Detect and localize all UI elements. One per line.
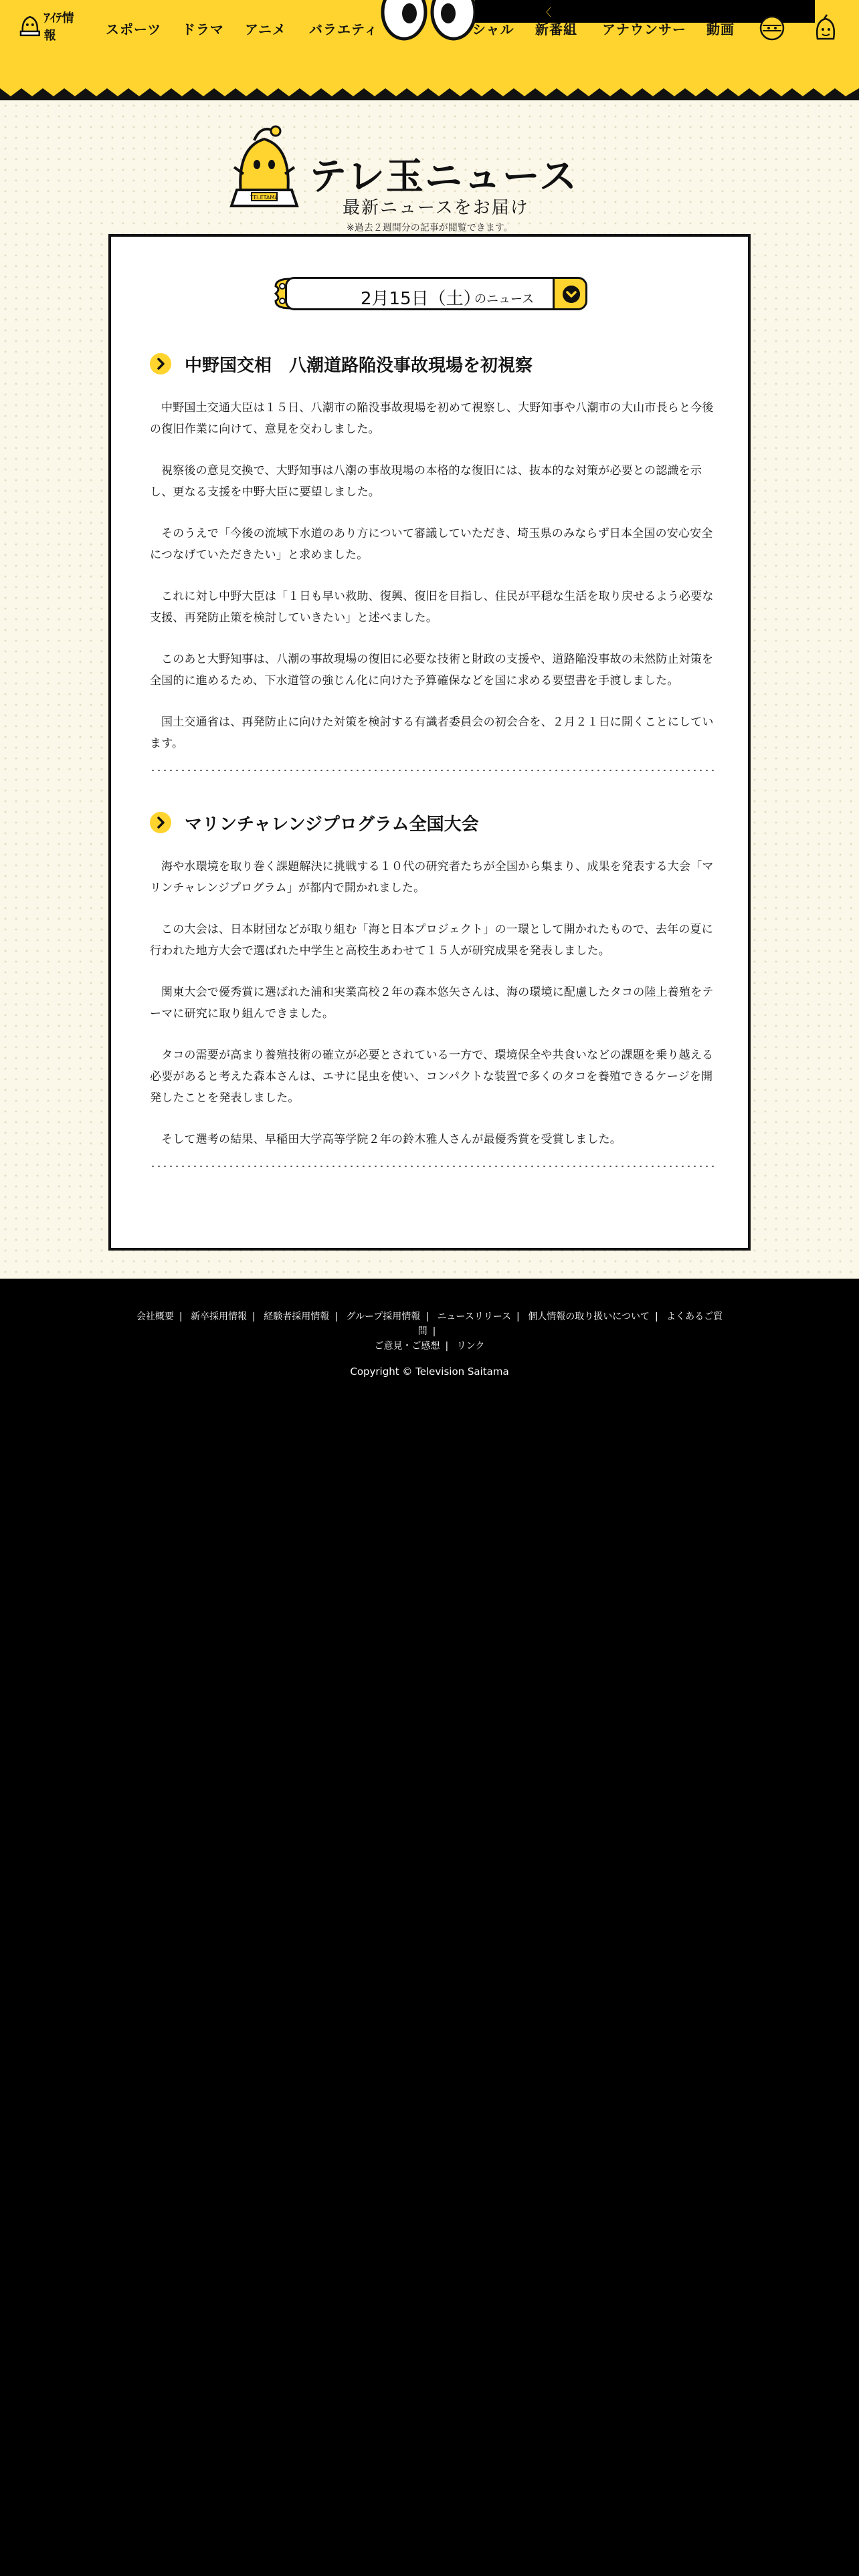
date-toggle-button[interactable]: [553, 277, 587, 310]
article-paragraph: そのうえで「今後の流域下水道のあり方について審議していただき、埼玉県のみならず日本全国の安心安全につなげていただきたい」と求めました。: [150, 527, 713, 562]
article-paragraph: 視察後の意見交換で、大野知事は八潮の事故現場の本格的な復旧には、抜本的な対策が必要との認識を示し、更なる支援を中野大臣に要望しました。: [150, 464, 702, 499]
nav-item-drama[interactable]: ドラマ: [182, 21, 224, 37]
earth-face-icon[interactable]: [757, 13, 787, 43]
nav-item-announcers[interactable]: アナウンサー: [602, 21, 686, 37]
chevron-down-icon: [563, 286, 580, 303]
archive-note: ※過去２週間分の記事が閲覧できます。: [347, 223, 513, 233]
chevron-right-icon: [150, 353, 171, 374]
site-footer: [0, 1284, 859, 1378]
article-header[interactable]: [150, 350, 714, 377]
teletama-mascot-icon: [19, 13, 41, 39]
footer-link-faq[interactable]: よくあるご質問: [417, 1311, 723, 1337]
chevron-right-icon: [150, 812, 171, 833]
footer-link-news-release[interactable]: ニュースリリース: [437, 1311, 512, 1322]
date-selector[interactable]: [273, 277, 587, 310]
footer-link-links[interactable]: リンク: [456, 1341, 485, 1352]
article-paragraph: 関東大会で優秀賞に選ばれた浦和実業高校２年の森本悠矢さんは、海の環境に配慮したタコの陸上養殖をテーマに研究に取り組んできました。: [150, 986, 714, 1021]
news-article-1: [150, 350, 714, 772]
date-pill-body[interactable]: [285, 277, 574, 310]
article-paragraph: この大会は、日本財団などが取り組む「海と日本プロジェクト」の一環として開かれたもので、去年の夏に行われた地方大会で選ばれた中学生と高校生あわせて１５人が研究成果を発表しました。: [150, 923, 713, 958]
main-content: [0, 100, 859, 1279]
nav-logo[interactable]: [19, 9, 86, 43]
article-body: [150, 397, 714, 754]
site-header: [0, 0, 859, 100]
article-title: 中野国交相 八潮道路陥没事故現場を初視察: [185, 356, 533, 376]
nav-item-videos[interactable]: 動画: [706, 21, 735, 37]
article-paragraph: タコの需要が高まり養殖技術の確立が必要とされている一方で、環境保全や共食いなどの課題を乗り越える必要があると考えた森本さんは、エサに昆虫を使い、コンパクトな装置で多くのタコを養殖できるケージを開発したことを発表しました。: [150, 1049, 714, 1105]
date-suffix: のニュース: [474, 292, 535, 306]
page-subtitle: 最新ニュースをお届け: [343, 198, 529, 218]
article-divider: [150, 1165, 714, 1168]
footer-link-new-grad[interactable]: 新卒採用情報: [191, 1311, 248, 1322]
footer-dotted-edge: [0, 1273, 859, 1284]
footer-links: 会社概要 | 新卒採用情報 | 経験者採用情報 | グループ採用情報 | ニュースリリース | 個人情報の取り扱いについて | よくあるご質問 | ご意見・ご感想 | リンク: [136, 1311, 723, 1352]
big-eyes-icon: [379, 0, 479, 43]
footer-link-company[interactable]: 会社概要: [136, 1311, 174, 1322]
header-zigzag-edge: [0, 84, 859, 102]
footer-link-feedback[interactable]: ご意見・ご感想: [374, 1341, 440, 1352]
footer-link-experienced[interactable]: 経験者採用情報: [264, 1311, 330, 1322]
news-article-2: [150, 809, 714, 1168]
page-title: テレ玉ニュース: [309, 155, 579, 199]
nav-item-anime[interactable]: アニメ: [245, 21, 286, 37]
bar-caret: 〈: [541, 6, 552, 19]
nav-logo-label: ｱｲﾃ情報: [43, 11, 74, 43]
article-paragraph: これに対し中野大臣は「１日も早い救助、復興、復旧を目指し、住民が平穏な生活を取り戻せるよう必要な支援、再発防止策を検討していきたい」と述べました。: [150, 590, 714, 625]
mascot-face-icon[interactable]: [811, 13, 840, 43]
news-card: [108, 234, 751, 1251]
article-paragraph: このあと大野知事は、八潮の事故現場の復旧に必要な技術と財政の支援や、道路陥没事故の未然防止対策を全国的に進めるため、下水道管の強じん化に向けた予算確保などを国に求める要望書を手渡しました。: [150, 653, 714, 687]
article-body: [150, 856, 714, 1150]
news-mascot-icon: [227, 120, 301, 221]
mascot-sign-text: TELETAMA: [250, 195, 278, 201]
nav-item-special[interactable]: シャル: [472, 21, 514, 37]
article-paragraph: 海や水環境を取り巻く課題解決に挑戦する１０代の研究者たちが全国から集まり、成果を発表する大会「マリンチャレンジプログラム」が都内で開かれました。: [150, 860, 714, 895]
selected-date: 2月15日（土）: [361, 289, 481, 309]
article-paragraph: 中野国土交通大臣は１５日、八潮市の陥没事故現場を初めて視察し、大野知事や八潮市の大山市長らと今後の復旧作業に向けて、意見を交わしました。: [150, 401, 714, 436]
news-hero: [227, 120, 629, 241]
copyright: Copyright © Television Saitama: [350, 1366, 509, 1378]
footer-link-privacy[interactable]: 個人情報の取り扱いについて: [528, 1311, 650, 1322]
article-header[interactable]: [150, 809, 714, 836]
article-divider: [150, 769, 714, 772]
global-nav: [0, 0, 859, 59]
footer-link-group[interactable]: グループ採用情報: [346, 1311, 421, 1322]
nav-item-new-programs[interactable]: 新番組: [535, 21, 577, 37]
article-title: マリンチャレンジプログラム全国大会: [185, 815, 479, 835]
nav-item-variety[interactable]: バラエティ: [309, 21, 379, 37]
article-paragraph: そして選考の結果、早稲田大学高等学院２年の鈴木雅人さんが最優秀賞を受賞しました。: [161, 1133, 622, 1146]
article-paragraph: 国土交通省は、再発防止に向けた対策を検討する有識者委員会の初会合を、２月２１日に開くことにしています。: [150, 716, 714, 750]
nav-item-sports[interactable]: スポーツ: [106, 21, 162, 37]
